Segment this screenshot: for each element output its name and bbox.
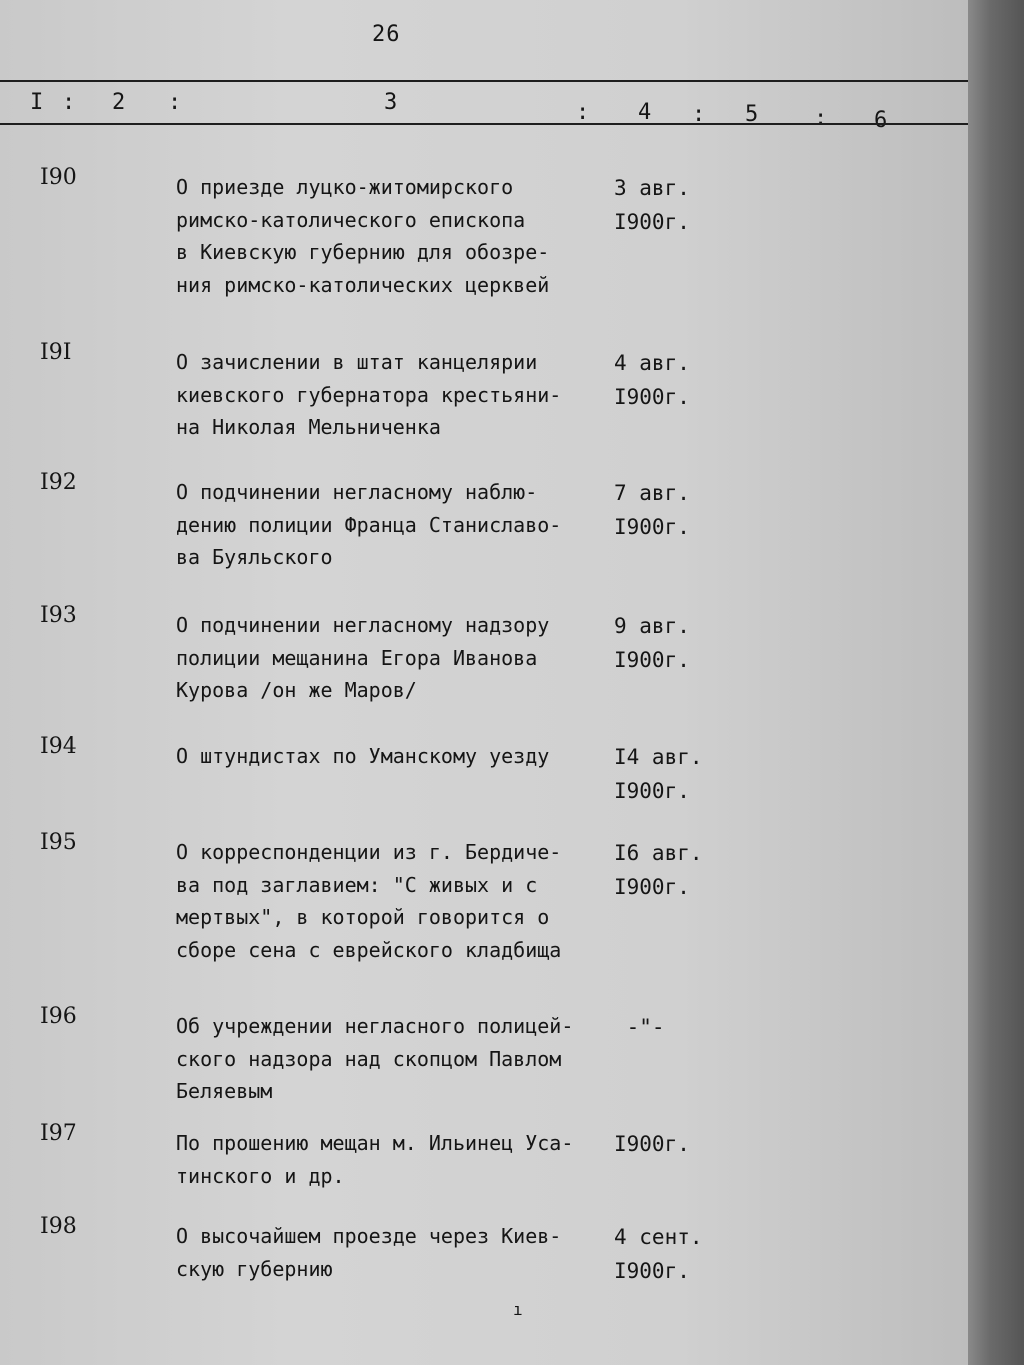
column-separator: : (168, 90, 182, 115)
header-bottom-rule (0, 123, 968, 125)
entry-description: О приезде луцко-житомирского римско-католического епископа в Киевскую губернию для обозре- ния римско-католических церквей (176, 175, 550, 297)
entry-description: О высочайшем проезде через Киев- скую губернию (176, 1224, 562, 1281)
column-header-5: 5 (745, 102, 759, 127)
header-top-rule (0, 80, 968, 82)
column-header-2: 2 (112, 90, 126, 115)
page-number: 26 (372, 22, 401, 47)
entry-number: I96 (40, 1004, 77, 1029)
entry-number: I98 (40, 1214, 77, 1239)
entry-description: О корреспонденции из г. Бердиче- ва под заглавием: "С живых и с мертвых", в которой говорится о сборе сена с еврейского кладбища (176, 840, 562, 962)
entry-number: I94 (40, 734, 77, 759)
entry-number: I93 (40, 603, 77, 628)
entry-date: 7 авг. I900г. (614, 481, 690, 539)
entry-date: 3 авг. I900г. (614, 176, 690, 234)
entry-description: Об учреждении негласного полицей- ского надзора над скопцом Павлом Беляевым (176, 1014, 574, 1103)
column-separator: : (692, 102, 706, 127)
entry-description: О штундистах по Уманскому уезду (176, 744, 550, 768)
entry-date: I4 авг. I900г. (614, 745, 703, 803)
column-separator: : (814, 106, 828, 131)
entry-description: По прошению мещан м. Ильинец Уса- тинского и др. (176, 1131, 574, 1188)
column-header-3: 3 (384, 90, 398, 115)
entry-date: 9 авг. I900г. (614, 614, 690, 672)
column-separator: : (576, 100, 590, 125)
entry-number: I95 (40, 830, 77, 855)
column-header-4: 4 (638, 100, 652, 125)
entry-number: I97 (40, 1121, 77, 1146)
entry-date: -"- (614, 1015, 665, 1039)
entry-description: О подчинении негласному наблю- дению полиции Франца Станиславо- ва Буяльского (176, 480, 562, 569)
entry-date: 4 сент. I900г. (614, 1225, 703, 1283)
entry-date: I900г. (614, 1132, 690, 1156)
entry-date: 4 авг. I900г. (614, 351, 690, 409)
column-header-6: 6 (874, 108, 888, 133)
entry-number: I92 (40, 470, 77, 495)
entry-number: I90 (40, 165, 77, 190)
column-separator: : (62, 90, 76, 115)
stray-ink-mark: ı (513, 1300, 523, 1319)
column-header-1: I (30, 90, 44, 115)
background-shadow (968, 0, 1024, 1365)
entry-date: I6 авг. I900г. (614, 841, 703, 899)
entry-description: О зачислении в штат канцелярии киевского губернатора крестьяни- на Николая Мельниченка (176, 350, 562, 439)
entry-number: I9I (40, 340, 72, 365)
entry-description: О подчинении негласному надзору полиции мещанина Егора Иванова Курова /он же Маров/ (176, 613, 550, 702)
